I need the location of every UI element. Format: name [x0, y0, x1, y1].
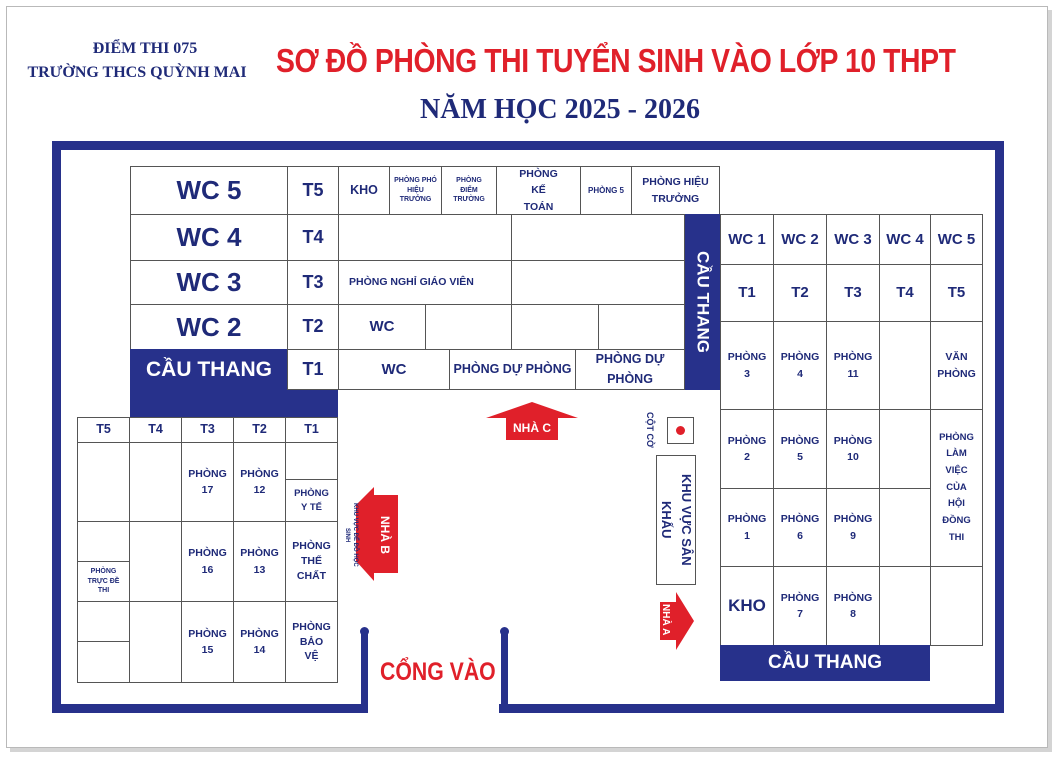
- page-title: SƠ ĐỒ PHÒNG THI TUYỂN SINH VÀO LỚP 10 THPT: [276, 42, 956, 79]
- room-17: PHÒNG 17: [181, 442, 234, 522]
- room-truc-de-thi: PHÒNG TRỰC ĐỀ THI: [77, 561, 130, 602]
- room-kho-c: KHO: [338, 166, 390, 215]
- stage-area: KHU VỰC SÂN KHẤU: [656, 455, 696, 585]
- wc-c-t2: WC: [338, 304, 426, 350]
- floor-b-t5: T5: [77, 417, 130, 443]
- floor-b-t1: T1: [285, 417, 338, 443]
- room-4: PHÒNG 4: [773, 321, 827, 410]
- arrow-building-c-label: NHÀ C: [513, 421, 551, 435]
- room-9: PHÒNG 9: [826, 488, 880, 567]
- building-c-base: [130, 389, 338, 418]
- room-b-t4-1: [129, 442, 182, 522]
- floor-b-t4: T4: [129, 417, 182, 443]
- room-a-t4-4: [879, 566, 931, 646]
- room-du-phong-2: PHÒNG DỰ PHÒNG: [575, 349, 685, 390]
- room-5: PHÒNG 5: [773, 409, 827, 489]
- room-1: PHÒNG 1: [720, 488, 774, 567]
- room-16: PHÒNG 16: [181, 521, 234, 602]
- flagpole: [667, 417, 694, 444]
- room-van-phong: VĂN PHÒNG: [930, 321, 983, 410]
- wc-a-1: WC 1: [720, 214, 774, 265]
- room-pho-hieu-truong: PHÒNG PHÓ HIỆU TRƯỞNG: [389, 166, 442, 215]
- room-a-t4-1: [879, 321, 931, 410]
- room-b-t5-4: [77, 601, 130, 642]
- room-hieu-truong: PHÒNG HIỆU TRƯỞNG: [631, 166, 720, 215]
- floor-c-t2: T2: [287, 304, 339, 350]
- room-c-t2-d: [598, 304, 685, 350]
- wc-a-3: WC 3: [826, 214, 880, 265]
- room-y-te: PHÒNG Y TẾ: [285, 479, 338, 522]
- room-12: PHÒNG 12: [233, 442, 286, 522]
- arrow-building-b: [354, 485, 400, 583]
- floor-b-t2: T2: [233, 417, 286, 443]
- wall-bottom-left: [52, 704, 368, 713]
- room-b-t5-5: [77, 641, 130, 683]
- room-13: PHÒNG 13: [233, 521, 286, 602]
- wall-left: [52, 141, 61, 713]
- floor-c-t3: T3: [287, 260, 339, 305]
- wc-a-2: WC 2: [773, 214, 827, 265]
- room-hoi-dong-thi: PHÒNG LÀM VIỆC CỦA HỘI ĐỒNG THI: [930, 409, 983, 567]
- school-name: TRƯỜNG THCS QUỲNH MAI: [27, 64, 247, 81]
- gate-post-right: [501, 632, 508, 712]
- room-bao-ve: PHÒNG BẢO VỆ: [285, 601, 338, 683]
- room-6: PHÒNG 6: [773, 488, 827, 567]
- room-2: PHÒNG 2: [720, 409, 774, 489]
- room-c-t2-b: [425, 304, 512, 350]
- room-10: PHÒNG 10: [826, 409, 880, 489]
- room-c-t3-b: [511, 260, 685, 305]
- flagpole-dot: [676, 426, 685, 435]
- room-a-t4-3: [879, 488, 931, 567]
- flagpole-label: CỘT CỜ: [645, 412, 655, 448]
- room-b-t4-3: [129, 601, 182, 683]
- room-nghi-giao-vien: PHÒNG NGHỈ GIÁO VIÊN: [338, 260, 512, 305]
- room-c-t2-c: [511, 304, 599, 350]
- wc-2: WC 2: [130, 304, 288, 350]
- stairs-building-a: CẦU THANG: [720, 645, 930, 681]
- room-14: PHÒNG 14: [233, 601, 286, 683]
- gate-post-left-cap: [360, 627, 369, 636]
- wall-bottom-right: [499, 704, 1004, 713]
- wc-4: WC 4: [130, 214, 288, 261]
- room-a-t4-2: [879, 409, 931, 489]
- arrow-building-a-label: NHÀ A: [660, 604, 671, 636]
- wall-top: [52, 141, 1004, 150]
- room-b-t1-top: [285, 442, 338, 480]
- floor-a-t3: T3: [826, 264, 880, 322]
- wc-5: WC 5: [130, 166, 288, 215]
- arrow-building-b-label: NHÀ B: [378, 516, 392, 554]
- wall-right: [995, 141, 1004, 713]
- exam-site-label: ĐIỂM THI 075: [92, 40, 198, 57]
- room-3: PHÒNG 3: [720, 321, 774, 410]
- gate-post-left: [361, 632, 368, 712]
- floor-c-t1: T1: [287, 349, 339, 390]
- stairs-building-c-left: CẦU THANG: [130, 349, 288, 390]
- floor-c-t4: T4: [287, 214, 339, 261]
- floor-a-t5: T5: [930, 264, 983, 322]
- school-year: NĂM HỌC 2025 - 2026: [420, 94, 700, 125]
- room-8: PHÒNG 8: [826, 566, 880, 646]
- gate-post-right-cap: [500, 627, 509, 636]
- room-7: PHÒNG 7: [773, 566, 827, 646]
- wc-3: WC 3: [130, 260, 288, 305]
- floor-a-t4: T4: [879, 264, 931, 322]
- room-du-phong-1: PHÒNG DỰ PHÒNG: [449, 349, 576, 390]
- room-c-t4-a: [338, 214, 512, 261]
- gate-label: CỔNG VÀO: [380, 658, 496, 686]
- room-b-t5-1: [77, 442, 130, 522]
- bag-area-label: KHU VỰC ĐỂ ĐỒ HỌC SINH: [344, 503, 358, 567]
- room-diem-truong: PHÒNG ĐIỂM TRƯỜNG: [441, 166, 497, 215]
- room-a-t5-4: [930, 566, 983, 646]
- floor-a-t2: T2: [773, 264, 827, 322]
- room-b-t4-2: [129, 521, 182, 602]
- room-kho-a: KHO: [720, 566, 774, 646]
- room-c-t4-b: [511, 214, 685, 261]
- floor-a-t1: T1: [720, 264, 774, 322]
- room-11: PHÒNG 11: [826, 321, 880, 410]
- floor-c-t5: T5: [287, 166, 339, 215]
- room-ke-toan: PHÒNG KẾ TOÁN: [496, 166, 581, 215]
- floor-b-t3: T3: [181, 417, 234, 443]
- wc-a-4: WC 4: [879, 214, 931, 265]
- wc-a-5: WC 5: [930, 214, 983, 265]
- room-phong-5-c: PHÒNG 5: [580, 166, 632, 215]
- room-15: PHÒNG 15: [181, 601, 234, 683]
- stairs-building-c-right: CẦU THANG: [685, 214, 720, 390]
- wc-c-t1: WC: [338, 349, 450, 390]
- room-b-t5-2: [77, 521, 130, 562]
- room-the-chat: PHÒNG THỂ CHẤT: [285, 521, 338, 602]
